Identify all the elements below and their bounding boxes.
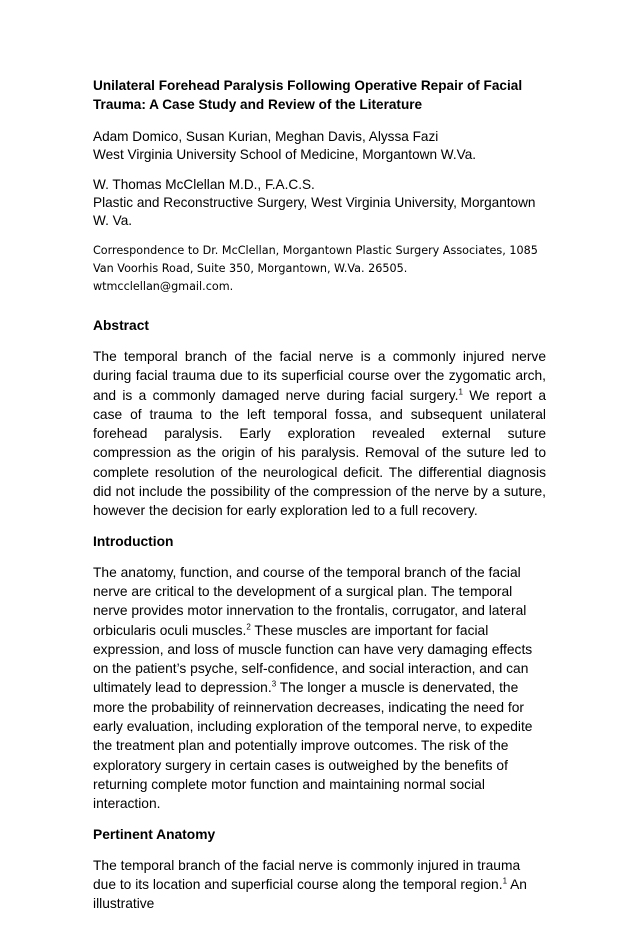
- paper-title: Unilateral Forehead Paralysis Following Operative Repair of Facial Trauma: A Case Study and Review of the Literature: [93, 78, 523, 112]
- correspondence-note: Correspondence to Dr. McClellan, Morgantown Plastic Surgery Associates, 1085 Van Voorhis Road, Suite 350, Morgantown, W.Va. 26505. wtmcclellan@gmail.com.: [93, 244, 538, 293]
- abstract-text-1: The temporal branch of the facial nerve is a commonly injured nerve during facial trauma due to its superficial course over the zygomatic arch, and is a commonly damaged nerve during facial surgery.: [93, 349, 546, 403]
- senior-author-affiliation: Plastic and Reconstructive Surgery, West Virginia University, Morgantown W. Va.: [93, 195, 536, 228]
- citation-1-repeat: 1: [502, 876, 508, 886]
- abstract-text-2: We report a case of trauma to the left temporal fossa, and subsequent unilateral forehead paralysis. Early exploration revealed external suture compression as the origin of his paralysis. Removal of the suture led to complete resolution of the neurological deficit. The differential diagnosis did not include the possibility of the compression of the nerve by a suture, however the decision for early exploration led to a full recovery.: [93, 387, 547, 519]
- author-affiliation: West Virginia University School of Medicine, Morgantown W.Va.: [93, 147, 477, 162]
- citation-1: 1: [458, 387, 463, 396]
- author-block: [93, 128, 546, 164]
- anatomy-heading: Pertinent Anatomy: [93, 826, 216, 842]
- anatomy-paragraph: [93, 856, 546, 914]
- introduction-text-3: The longer a muscle is denervated, the more the probability of reinnervation decreases, indicating the need for early evaluation, including exploration of the temporal nerve, to expedite the treatment plan and potentially improve outcomes. The risk of the exploratory surgery in certain cases is outweighed by the benefits of returning complete motor function and maintaining normal social interaction.: [93, 680, 533, 812]
- introduction-text-1: The anatomy, function, and course of the temporal branch of the facial nerve are critical to the development of a surgical plan. The temporal nerve provides motor innervation to the frontalis, corrugator, and lateral orbicularis oculi muscles.: [93, 564, 527, 638]
- citation-3: 3: [271, 679, 277, 689]
- paper-page: [93, 76, 546, 925]
- anatomy-text-1: The temporal branch of the facial nerve is commonly injured in trauma due to its location and superficial course along the temporal region.: [93, 857, 521, 892]
- abstract-paragraph: [93, 347, 546, 521]
- senior-author-name: W. Thomas McClellan M.D., F.A.C.S.: [93, 177, 315, 192]
- abstract-heading: Abstract: [93, 318, 149, 333]
- author-names: Adam Domico, Susan Kurian, Meghan Davis, Alyssa Fazi: [93, 129, 439, 144]
- citation-2: 2: [246, 621, 251, 631]
- anatomy-text-2: An illustrative: [93, 876, 527, 912]
- senior-author-block: [93, 176, 546, 230]
- introduction-paragraph: [93, 563, 546, 814]
- introduction-heading: Introduction: [93, 533, 174, 549]
- introduction-text-2: These muscles are important for facial expression, and loss of muscle function can have very damaging effects on the patient’s psyche, self-confidence, and social interaction, and can ultimately lead to depression.: [93, 622, 533, 696]
